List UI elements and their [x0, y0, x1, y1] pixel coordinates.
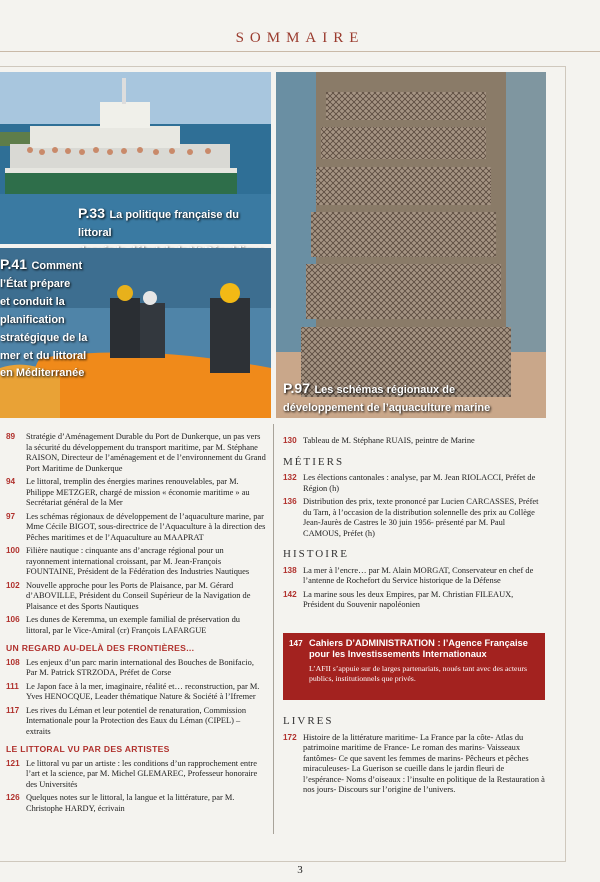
caption-p41-line6: en Méditerranée — [0, 367, 85, 380]
toc-entry[interactable] — [283, 566, 545, 587]
toc-page-number: 108 — [6, 657, 20, 667]
caption-p41 — [0, 256, 100, 381]
toc-entry-text: Nouvelle approche pour les Ports de Plaisance, par M. Gérard d’ABOVILLE, Président du Conseil Supérieur de la Navigation de Plaisance et des Sports Nautiques — [26, 580, 251, 611]
caption-p41-line0: Comment — [31, 260, 83, 272]
toc-page-number: 147 — [289, 639, 303, 648]
admin-box-heading — [283, 633, 545, 660]
page-number: 3 — [297, 864, 303, 876]
title-divider — [0, 51, 600, 52]
toc-entry-text: Le Japon face à la mer, imaginaire, réalité et… reconstruction, par M. Yves HENOCQUE, Leader thématique Nature & Société à l’Ifremer — [26, 681, 260, 701]
toc-entry[interactable] — [6, 682, 266, 703]
caption-p41-line4: stratégique de la — [0, 331, 88, 344]
column-divider — [273, 424, 274, 834]
toc-entry-text: Stratégie d’Aménagement Durable du Port de Dunkerque, un pas vers la sécurité du développement du transport maritime, par M. Stéphane RAISON, Directeur de l’aménagement et de l’environnement du Grand Port Maritime de Dunkerque — [26, 432, 266, 473]
toc-entry-text: Histoire de la littérature maritime- La France par la côte- Atlas du patrimoine maritime de France- Le roman des marins- Vaisseaux fantômes- Ce que savent les femmes de marins- Pêcheurs et pêches miraculeuses- La Guerison se cueille dans le jardin fleuri de l’espérance- Noms d’oiseaux : l’insulte en politique de la Restauration à nos jours- Discours sur l’origine de l’univers. — [303, 732, 545, 794]
toc-entry[interactable] — [6, 658, 266, 679]
toc-page-number: 106 — [6, 615, 20, 624]
toc-entry-text: Les élections cantonales : analyse, par M. Jean RIOLACCI, Préfet de Région (h) — [303, 473, 536, 493]
toc-page-number: 102 — [6, 580, 20, 590]
toc-entry[interactable] — [6, 432, 266, 474]
toc-entry[interactable] — [6, 793, 266, 814]
admin-box-body: L’AFII s’appuie sur de larges partenariats, noués tant avec des acteurs publics, institutionnels que privés. — [309, 664, 528, 683]
caption-p41-page: P.41 — [0, 256, 27, 272]
section-heading-artistes: LE LITTORAL VU PAR DES ARTISTES — [6, 744, 170, 754]
toc-page-number: 136 — [283, 497, 297, 506]
toc-page-number: 117 — [6, 705, 20, 715]
caption-p41-line1: l’État prépare — [0, 277, 71, 290]
toc-entry[interactable] — [283, 473, 545, 494]
caption-p41-line5: mer et du littoral — [0, 349, 87, 362]
toc-right-column — [283, 436, 545, 614]
toc-entry-text: Les dunes de Keremma, un exemple familial de préservation du littoral, par le Vice-Amiral (cr) François LAFARGUE — [26, 615, 240, 635]
caption-p33-page: P.33 — [78, 205, 105, 221]
toc-page-number: 172 — [283, 732, 297, 742]
toc-page-number: 138 — [283, 565, 297, 575]
toc-entry[interactable] — [283, 733, 545, 796]
toc-entry-text: Le littoral vu par un artiste : les conditions d’un rapprochement entre l’art et la science, par M. Michel GLEMAREC, Professeur honoraire des Universités — [26, 758, 258, 789]
caption-p97-line2: développement de l’aquaculture marine — [283, 401, 491, 414]
toc-entry[interactable] — [6, 512, 266, 544]
toc-entry-text: Les rives du Léman et leur potentiel de renaturation, Commission Internationale pour la Protection des Eaux du Léman (CIPEL) – extraits — [26, 705, 247, 736]
toc-entry-text: Le littoral, tremplin des énergies marines renouvelables, par M. Philippe METZGER, chargé de mission « économie maritime » au Secrétariat général de la Mer — [26, 477, 250, 507]
toc-entry[interactable] — [283, 590, 545, 611]
toc-right-column-livres — [283, 706, 545, 799]
toc-entry-text: Les schémas régionaux de développement de l’aquaculture marine, par Mme Cécile BIGOT, sous-directrice de l’Aquaculture à la direction des Pêches maritimes et de l’Aquaculture au MAAPRAT — [26, 511, 266, 542]
caption-p97 — [283, 380, 545, 416]
toc-page-number: 126 — [6, 793, 20, 802]
toc-entry[interactable] — [6, 706, 266, 738]
admin-feature-box[interactable] — [283, 633, 545, 700]
toc-entry-text: La mer à l’encre… par M. Alain MORGAT, Conservateur en chef de l’antenne de Rochefort du Service historique de la Défense — [303, 565, 534, 585]
toc-page-number: 94 — [6, 477, 16, 486]
admin-box-title: Cahiers D’ADMINISTRATION : l’Agence Française pour les Investissements Internationaux — [309, 638, 528, 659]
caption-p97-line1: Les schémas régionaux de — [314, 384, 456, 396]
toc-page-number: 100 — [6, 546, 20, 555]
toc-left-column — [6, 432, 266, 817]
toc-entry[interactable] — [6, 546, 266, 578]
caption-p41-line2: et conduit la — [0, 295, 65, 308]
toc-entry-text: Tableau de M. Stéphane RUAIS, peintre de Marine — [303, 436, 475, 445]
toc-page-number: 97 — [6, 511, 16, 521]
caption-p33-line1: La politique française du littoral — [78, 209, 240, 239]
page-title: SOMMAIRE — [235, 30, 365, 46]
photo-aquaculture — [276, 72, 546, 418]
toc-entry-text: Distribution des prix, texte prononcé par Lucien CARCASSES, Préfet du Tarn, à l’occasion de la distribution solennelle des prix au Collège Jean-Jaurès de Castres le 30 juin 1956- présenté par M. Paul CAMOUS, Préfet (h) — [303, 497, 539, 538]
toc-entry-text: Filière nautique : cinquante ans d’ancrage régional pour un rayonnement international croissant, par M. Jean-François FOUNTAINE, Président de la Fédération des Industries Nautiques — [26, 546, 250, 576]
toc-entry[interactable] — [6, 615, 266, 636]
caption-p97-page: P.97 — [283, 380, 310, 396]
toc-entry-text: Quelques notes sur le littoral, la langue et la littérature, par M. Christophe HARDY, écrivain — [26, 793, 235, 813]
toc-page-number: 121 — [6, 758, 20, 768]
toc-entry[interactable] — [283, 497, 545, 539]
section-heading-regard: UN REGARD AU-DELÀ DES FRONTIÈRES... — [6, 643, 195, 653]
toc-entry[interactable] — [6, 759, 266, 791]
toc-page-number: 111 — [6, 681, 19, 691]
section-heading-histoire: HISTOIRE — [283, 548, 349, 560]
section-heading-livres: LIVRES — [283, 715, 334, 727]
section-heading-metiers: MÉTIERS — [283, 455, 345, 468]
toc-entry[interactable] — [283, 436, 545, 447]
toc-page-number: 142 — [283, 589, 297, 599]
toc-entry-text: La marine sous les deux Empires, par M. Christian FILEAUX, Président du Souvenir napoléonien — [303, 589, 514, 609]
caption-p41-line3: planification — [0, 313, 65, 326]
toc-entry[interactable] — [6, 581, 266, 613]
toc-page-number: 130 — [283, 436, 297, 445]
toc-entry[interactable] — [6, 477, 266, 509]
toc-entry-text: Les enjeux d’un parc marin international des Bouches de Bonifacio, Par M. Patrick STRZODA, Préfet de Corse — [26, 657, 254, 677]
toc-page-number: 132 — [283, 473, 297, 482]
toc-page-number: 89 — [6, 432, 16, 441]
